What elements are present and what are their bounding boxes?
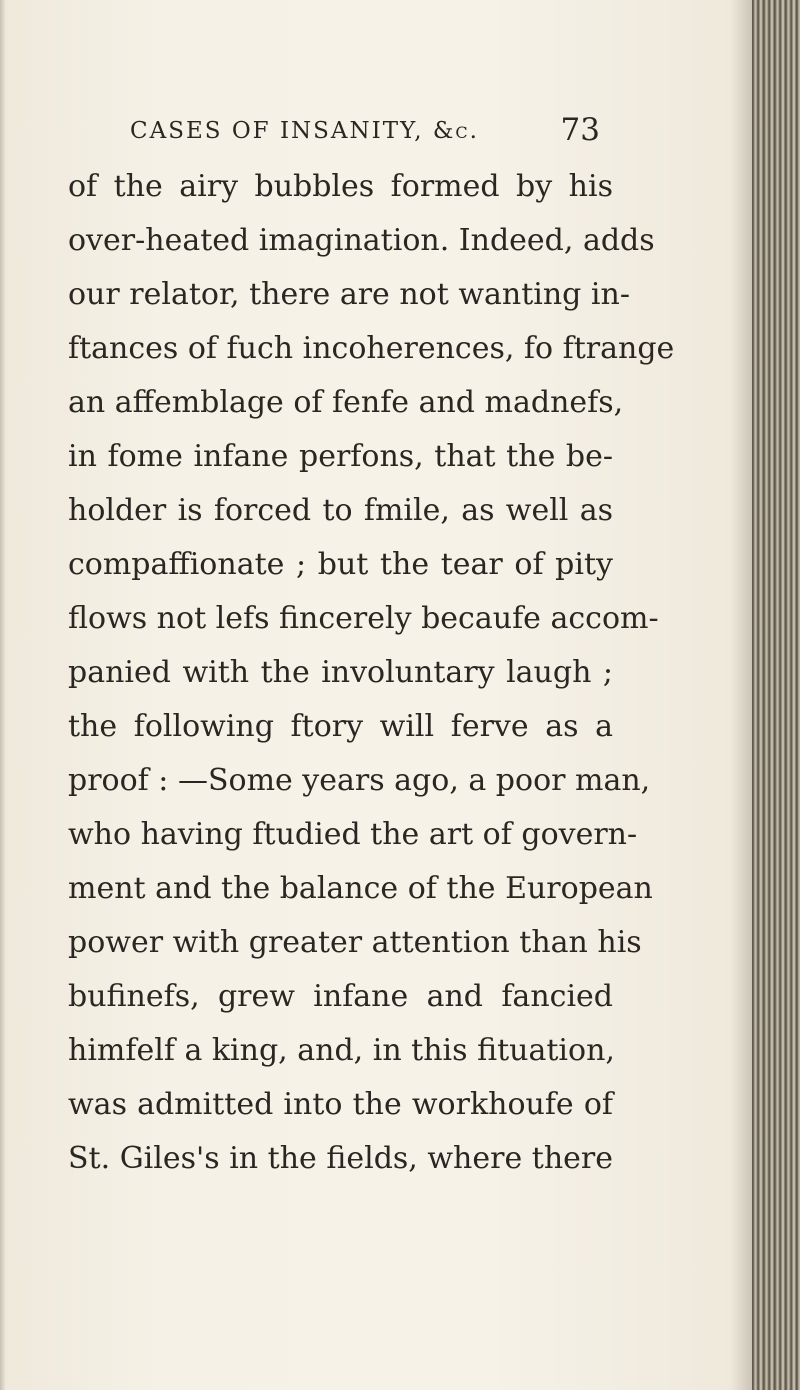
text-line: an affemblage of fenfe and madnefs, bbox=[68, 385, 624, 420]
text-line: our relator, there are not wanting in- bbox=[68, 277, 630, 312]
text-line: proof : —Some years ago, a poor man, bbox=[68, 763, 651, 798]
page-header bbox=[130, 108, 600, 152]
text-line: was admitted into the workhoufe of bbox=[68, 1087, 613, 1122]
gutter-shadow bbox=[730, 0, 752, 1390]
text-line: ment and the balance of the European bbox=[68, 871, 653, 906]
text-line: holder is forced to fmile, as well as bbox=[68, 493, 613, 528]
page-number: 73 bbox=[560, 112, 600, 148]
book-binding-edge bbox=[752, 0, 800, 1390]
text-line: who having ftudied the art of govern- bbox=[68, 817, 638, 852]
text-line: in fome infane perfons, that the be- bbox=[68, 439, 613, 474]
text-line: compaffionate ; but the tear of pity bbox=[68, 547, 613, 582]
text-line: St. Giles's in the fields, where there bbox=[68, 1141, 613, 1176]
text-line: panied with the involuntary laugh ; bbox=[68, 655, 613, 690]
text-line: of the airy bubbles formed by his bbox=[68, 169, 613, 204]
text-line: ftances of fuch incoherences, fo ftrange bbox=[68, 331, 675, 366]
page-left-edge bbox=[0, 0, 6, 1390]
running-head: CASES OF INSANITY, &c. bbox=[130, 118, 479, 144]
text-line: flows not lefs fincerely becaufe accom- bbox=[68, 601, 659, 636]
text-line: the following ftory will ferve as a bbox=[68, 709, 613, 744]
text-line: himfelf a king, and, in this fituation, bbox=[68, 1033, 615, 1068]
text-line: bufinefs, grew infane and fancied bbox=[68, 979, 613, 1014]
text-line: power with greater attention than his bbox=[68, 925, 642, 960]
text-line: over-heated imagination. Indeed, adds bbox=[68, 223, 655, 258]
body-text bbox=[68, 160, 675, 1186]
